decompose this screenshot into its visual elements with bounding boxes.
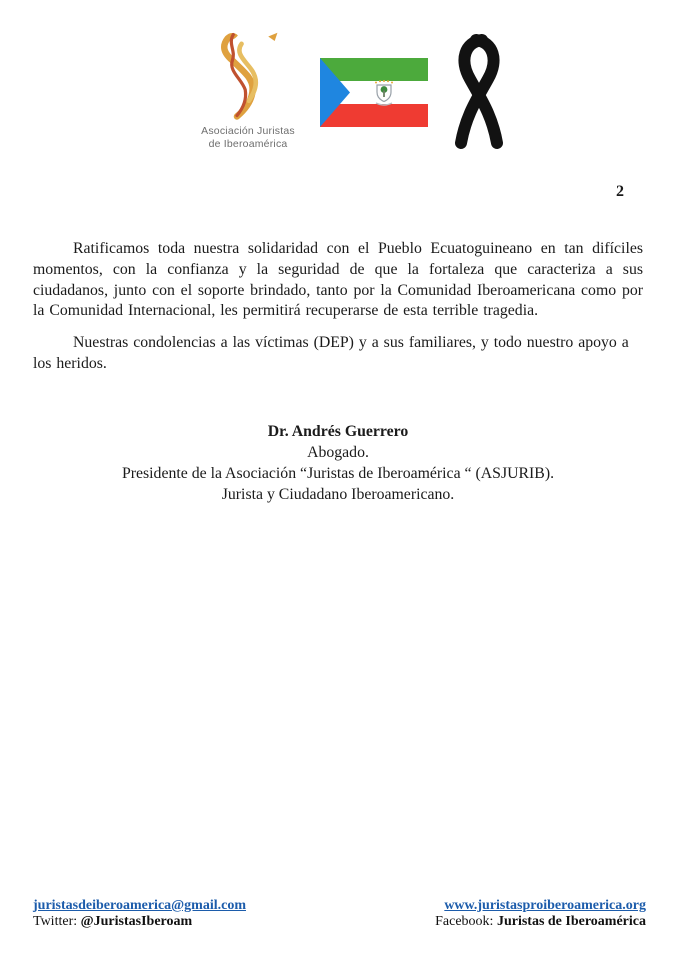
footer-left bbox=[33, 898, 246, 930]
website-link[interactable]: www.juristasproiberoamerica.org bbox=[444, 898, 646, 913]
equatorial-guinea-flag bbox=[320, 58, 428, 127]
logo-caption-line1: Asociación Juristas bbox=[201, 125, 295, 137]
twitter-label: Twitter: bbox=[33, 914, 78, 929]
signature-tagline: Jurista y Ciudadano Iberoamericano. bbox=[221, 486, 455, 503]
email-link[interactable]: juristasdeiberoamerica@gmail.com bbox=[33, 898, 246, 913]
twitter-handle: @JuristasIberoam bbox=[80, 914, 193, 929]
signature-title: Abogado. bbox=[307, 444, 369, 461]
logo-caption bbox=[192, 125, 304, 150]
footer-right bbox=[435, 898, 646, 930]
logo-caption-line2: de Iberoamérica bbox=[208, 137, 288, 150]
latin-america-map-icon bbox=[200, 30, 296, 122]
signature-block bbox=[33, 421, 643, 505]
black-mourning-ribbon-icon bbox=[448, 33, 510, 150]
signature-name: Dr. Andrés Guerrero bbox=[267, 423, 409, 440]
twitter-line bbox=[33, 914, 246, 930]
page-number: 2 bbox=[616, 183, 624, 200]
signature-role: Presidente de la Asociación “Juristas de Iberoamérica “ (ASJURIB). bbox=[121, 465, 555, 482]
facebook-name: Juristas de Iberoamérica bbox=[496, 914, 646, 929]
paragraph-solidarity: Ratificamos toda nuestra solidaridad con el Pueblo Ecuatoguineano en tan difíciles momentos, con la confianza y la seguridad de que la fortaleza que caracteriza a sus ciudadanos, junto con el soporte brindado, tanto por la Comunidad Iberoamericana como por la Comunidad Internacional, les permitirá recuperarse de esta terrible tragedia. bbox=[33, 240, 643, 320]
asjurib-logo bbox=[192, 30, 304, 150]
facebook-line bbox=[435, 914, 646, 930]
paragraph-condolences: Nuestras condolencias a las víctimas (DEP) y a sus familiares, y todo nuestro apoyo a los heridos. bbox=[33, 334, 629, 372]
facebook-label: Facebook: bbox=[435, 914, 494, 929]
